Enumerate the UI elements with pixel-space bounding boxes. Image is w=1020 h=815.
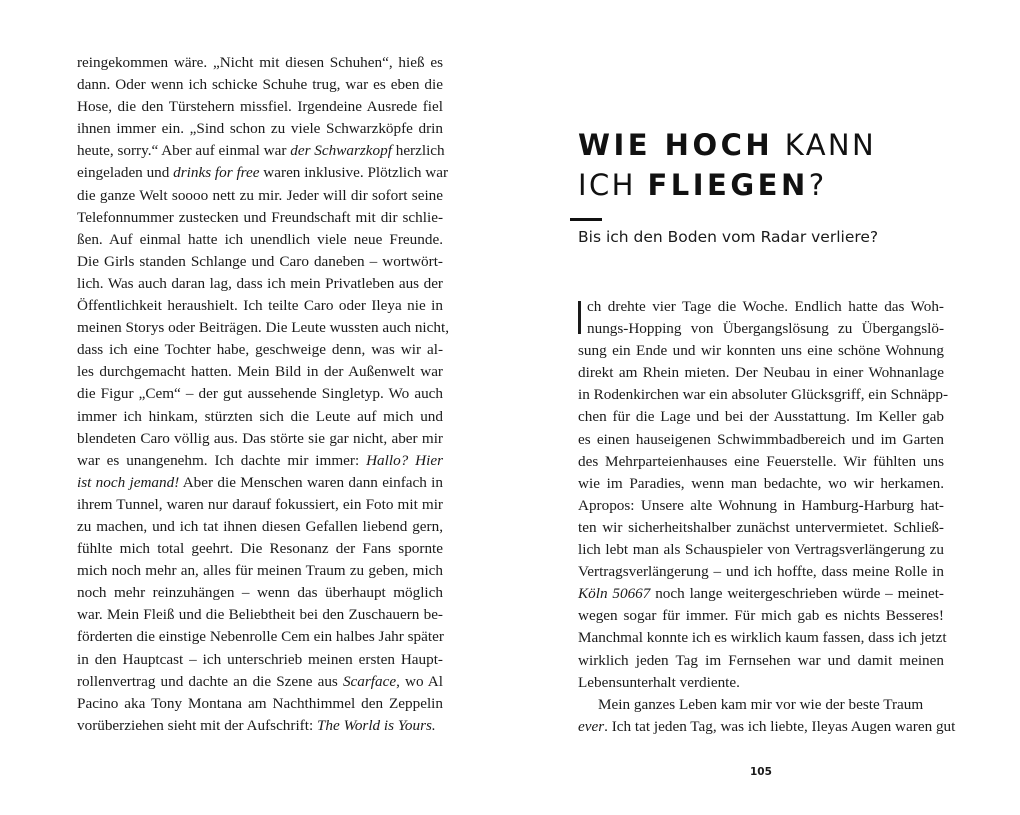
emphasis: ever: [578, 717, 605, 735]
text-line: chen für die Lage und bei der Ausstattung. Im Keller gab: [578, 408, 944, 426]
text-line: lich. Was auch daran lag, dass ich mein Privatleben aus der: [77, 274, 443, 292]
text-line: ten wir sicherheitshalber zunächst untervermietet. Schließ-: [578, 518, 944, 536]
text-line: wirklich jeden Tag im Fernsehen war und damit meinen: [578, 651, 944, 669]
text-line: direkt am Rhein mieten. Der Neubau in einer Wohnanlage: [578, 364, 944, 382]
drop-cap-i: [578, 301, 581, 334]
text-line: Köln 50667 noch lange weitergeschrieben würde – meinet-: [578, 585, 944, 603]
text-line: noch mehr reinzuhängen – wenn das überhaupt möglich: [77, 584, 443, 602]
text-line: es einen hauseigenen Schwimmbadbereich und im Garten: [578, 430, 944, 448]
chapter-title: WIE HOCH KANN ICH FLIEGEN?: [578, 128, 877, 202]
emphasis: ist noch jemand!: [77, 473, 180, 491]
text-line: meinen Storys oder Beiträgen. Die Leute wussten auch nicht,: [77, 319, 449, 337]
text-line: Manchmal konnte ich es wirklich kaum fassen, dass ich jetzt: [578, 629, 947, 647]
text-line: die Figur „Cem“ – der gut aussehende Singletyp. Wo auch: [77, 385, 443, 403]
text-line: vorüberziehen sieht mit der Aufschrift: The World is Yours.: [77, 716, 436, 734]
chapter-subtitle: Bis ich den Boden vom Radar verliere?: [578, 228, 879, 246]
text-line: ihrem Tunnel, waren nur darauf fokussiert, ein Foto mit mir: [77, 495, 443, 513]
text-line: mich noch mehr an, alles für meinen Traum zu geben, mich: [77, 562, 443, 580]
text-line: Lebensunterhalt verdiente.: [578, 673, 740, 691]
text-line: in den Hauptcast – ich unterschrieb meinen ersten Haupt-: [77, 650, 443, 668]
text-line: zu machen, und ich tat ihnen diesen Gefallen liebend gern,: [77, 517, 443, 535]
text-line: ihnen immer ein. „Sind schon zu viele Schwarzköpfe drin: [77, 120, 443, 138]
text-line: war es unangenehm. Ich dachte mir immer: Hallo? Hier: [77, 451, 444, 469]
text-line: lich lebt man als Schauspieler von Vertragsverlängerung zu: [578, 541, 944, 559]
text-line: Mein ganzes Leben kam mir vor wie der beste Traum: [598, 695, 924, 713]
title-rule: [570, 218, 602, 221]
text-line: eingeladen und drinks for free waren inklusive. Plötzlich war: [77, 164, 449, 182]
text-line: Hose, die den Türstehern missfiel. Irgendeine Ausrede fiel: [77, 98, 443, 116]
text-line: des Mehrparteienhauses eine Feuerstelle. Wir fühlten uns: [578, 452, 944, 470]
text-line: Öffentlichkeit heraushielt. Ich teilte Caro oder Ileya nie in: [77, 297, 443, 315]
text-line: nungs-Hopping von Übergangslösung zu Übergangslö-: [587, 320, 944, 338]
left-page-text: [77, 52, 449, 737]
text-line: ch drehte vier Tage die Woche. Endlich hatte das Woh-: [587, 298, 944, 315]
text-line: blendeten Caro völlig aus. Das störte sie gar nicht, aber mir: [77, 429, 443, 447]
text-line: fühlte mich total geehrt. Die Resonanz der Fans spornte: [77, 540, 443, 558]
text-line: rollenvertrag und dachte an die Szene aus Scarface, wo Al: [77, 672, 443, 690]
text-line: wie im Paradies, wenn man bedachte, wo wir herkamen.: [578, 474, 944, 492]
right-page-text: [578, 296, 956, 738]
text-line: ever. Ich tat jeden Tag, was ich liebte, Ileyas Augen waren gut: [578, 717, 956, 735]
text-line: Vertragsverlängerung – und ich hoffte, dass meine Rolle in: [578, 563, 944, 581]
text-line: les durchgemacht hatten. Mein Bild in der Außenwelt war: [77, 363, 443, 381]
text-line: die ganze Welt soooo nett zu mir. Jeder will dir sofort seine: [77, 186, 443, 204]
emphasis: Köln 50667: [578, 585, 651, 603]
page-number: 105: [750, 766, 772, 778]
emphasis: Hallo? Hier: [366, 451, 444, 469]
emphasis: The World is Yours.: [316, 716, 436, 734]
text-line: förderten die einstige Nebenrolle Cem ein halbes Jahr später: [77, 628, 444, 646]
emphasis: drinks for free: [173, 164, 260, 182]
text-line: immer ich hinkam, stürzten sich die Leute auf mich und: [77, 407, 443, 425]
text-line: ßen. Auf einmal hatte ich unendlich viele neue Freunde.: [77, 230, 443, 248]
text-line: Pacino aka Tony Montana am Nachthimmel den Zeppelin: [77, 694, 443, 712]
text-line: heute, sorry.“ Aber auf einmal war der Schwarzkopf herzlich: [77, 142, 445, 160]
emphasis: Scarface: [342, 672, 397, 690]
text-line: reingekommen wäre. „Nicht mit diesen Schuhen“, hieß es: [77, 54, 443, 71]
emphasis: der Schwarzkopf: [290, 142, 392, 160]
text-line: sung ein Ende und wir konnten uns eine schöne Wohnung: [578, 342, 944, 360]
text-line: ist noch jemand! Aber die Menschen waren dann einfach in: [77, 473, 443, 491]
text-line: Telefonnummer zustecken und Freundschaft mit dir schlie-: [77, 208, 443, 226]
text-line: in Rodenkirchen war ein absoluter Glücksgriff, ein Schnäpp-: [578, 386, 949, 404]
text-line: dass ich eine Tochter habe, geschweige denn, was wir al-: [77, 341, 443, 359]
text-line: Die Girls standen Schlange und Caro daneben – wortwört-: [77, 252, 443, 270]
text-line: wegen sogar für immer. Für mich gab es nichts Besseres!: [578, 607, 944, 625]
text-line: war. Mein Fleiß und die Beliebtheit bei den Zuschauern be-: [77, 606, 443, 624]
text-line: Apropos: Unsere alte Wohnung in Hamburg-Harburg hat-: [578, 496, 944, 514]
text-line: dann. Oder wenn ich schicke Schuhe trug, war es eben die: [77, 76, 443, 94]
